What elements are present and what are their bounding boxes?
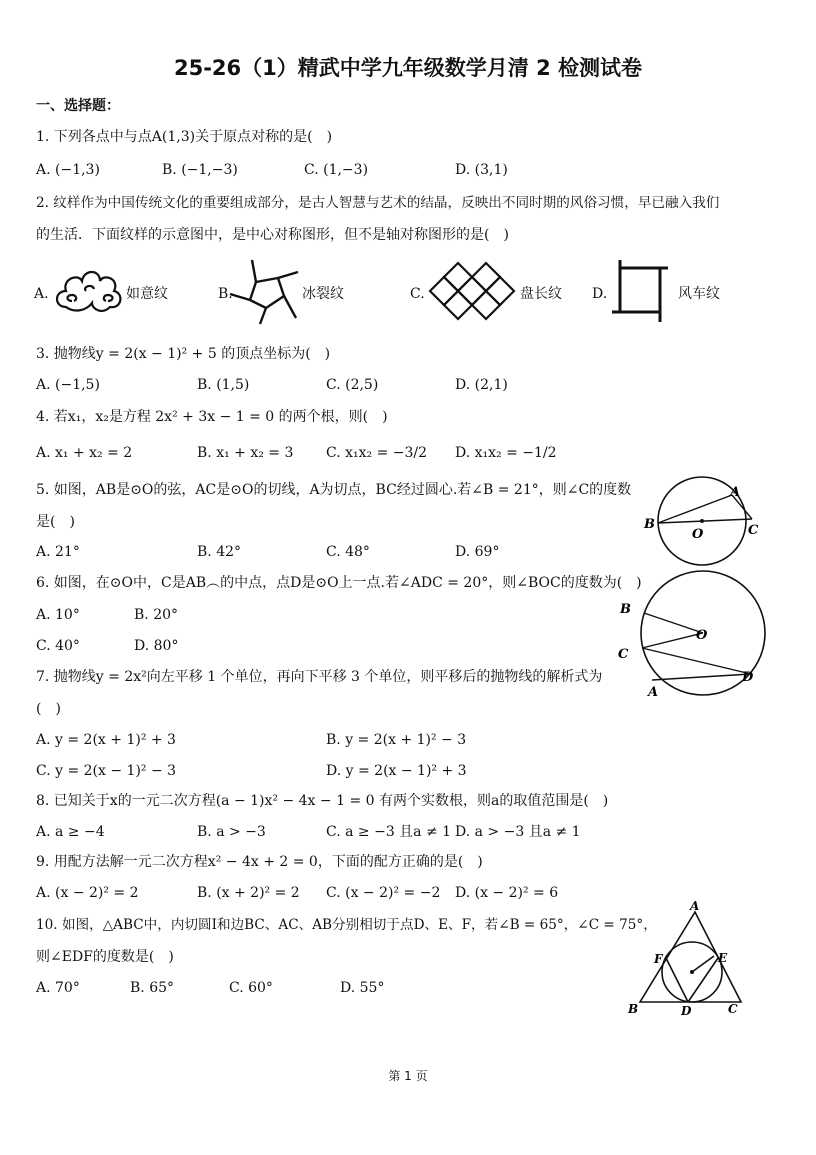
q4-option-b: B. x₁ + x₂ = 3 bbox=[197, 445, 294, 461]
panchang-pattern-figure bbox=[428, 263, 520, 319]
q10-label-c: C bbox=[728, 1002, 738, 1016]
q3-option-a: A. (−1,5) bbox=[36, 377, 100, 393]
q2-option-c-name: 盘长纹 bbox=[520, 286, 562, 302]
q8-option-b: B. a > −3 bbox=[197, 824, 266, 840]
q6-label-o: O bbox=[696, 628, 708, 643]
q7-stem-line2: ( ) bbox=[36, 701, 61, 717]
q2-option-b-name: 冰裂纹 bbox=[302, 286, 344, 302]
q6-option-d: D. 80° bbox=[134, 638, 179, 654]
q6-label-b: B bbox=[620, 602, 631, 617]
q10-option-b: B. 65° bbox=[130, 980, 175, 996]
q5-stem-line1: 5. 如图，AB是⊙O的弦，AC是⊙O的切线，A为切点，BC经过圆心.若∠B = 21°，则∠C的度数 bbox=[36, 482, 632, 498]
q10-label-a: A bbox=[690, 899, 700, 913]
q4-option-c: C. x₁x₂ = −3/2 bbox=[326, 445, 428, 461]
q8-option-d: D. a > −3 且a ≠ 1 bbox=[455, 824, 581, 840]
q5-option-c: C. 48° bbox=[326, 544, 370, 560]
q3-stem: 3. 抛物线y = 2(x − 1)² + 5 的顶点坐标为( ) bbox=[36, 346, 331, 362]
q1-option-d: D. (3,1) bbox=[455, 162, 508, 178]
q10-label-e: E bbox=[718, 951, 728, 965]
q2-option-a-name: 如意纹 bbox=[126, 286, 168, 302]
q3-option-b: B. (1,5) bbox=[197, 377, 250, 393]
q10-stem-line2: 则∠EDF的度数是( ) bbox=[36, 949, 174, 965]
q9-option-a: A. (x − 2)² = 2 bbox=[36, 885, 139, 901]
q7-option-b: B. y = 2(x + 1)² − 3 bbox=[326, 732, 467, 748]
q6-option-a: A. 10° bbox=[36, 607, 80, 623]
q2-option-a-letter: A. bbox=[34, 286, 49, 302]
q9-option-c: C. (x − 2)² = −2 bbox=[326, 885, 441, 901]
ice-crack-pattern-figure bbox=[226, 258, 302, 326]
q8-stem: 8. 已知关于x的一元二次方程(a − 1)x² − 4x − 1 = 0 有两个实数根，则a的取值范围是( ) bbox=[36, 793, 609, 809]
q10-option-a: A. 70° bbox=[36, 980, 80, 996]
q1-stem: 1. 下列各点中与点A(1,3)关于原点对称的是( ) bbox=[36, 129, 333, 145]
q5-option-b: B. 42° bbox=[197, 544, 242, 560]
q5-option-d: D. 69° bbox=[455, 544, 500, 560]
ruyi-pattern-figure bbox=[52, 265, 124, 321]
section-heading: 一、选择题： bbox=[36, 98, 120, 114]
q3-option-d: D. (2,1) bbox=[455, 377, 508, 393]
q10-stem-line1: 10. 如图，△ABC中，内切圆I和边BC、AC、AB分别相切于点D、E、F，若∠B = 65°，∠C = 75°， bbox=[36, 917, 657, 933]
q5-label-a: A bbox=[730, 485, 741, 500]
q7-option-a: A. y = 2(x + 1)² + 3 bbox=[36, 732, 176, 748]
q2-stem-line2: 的生活．下面纹样的示意图中，是中心对称图形，但不是轴对称图形的是( ) bbox=[36, 227, 509, 243]
q1-option-b: B. (−1,−3) bbox=[162, 162, 238, 178]
q10-triangle-figure bbox=[626, 900, 756, 1020]
q4-option-a: A. x₁ + x₂ = 2 bbox=[36, 445, 133, 461]
q5-circle-figure bbox=[640, 476, 770, 568]
q5-label-c: C bbox=[748, 523, 759, 538]
q1-option-c: C. (1,−3) bbox=[304, 162, 369, 178]
page-footer: 第 1 页 bbox=[388, 1069, 428, 1083]
q4-option-d: D. x₁x₂ = −1/2 bbox=[455, 445, 557, 461]
q2-option-c-letter: C. bbox=[410, 286, 425, 302]
q6-label-a: A bbox=[648, 685, 659, 700]
q10-label-f: F bbox=[654, 952, 663, 966]
q10-label-d: D bbox=[681, 1004, 692, 1018]
q2-option-d-name: 风车纹 bbox=[678, 286, 720, 302]
q2-option-b-letter: B. bbox=[218, 286, 233, 302]
q5-option-a: A. 21° bbox=[36, 544, 80, 560]
q1-option-a: A. (−1,3) bbox=[36, 162, 100, 178]
q5-label-o: O bbox=[692, 527, 704, 542]
q6-label-c: C bbox=[618, 647, 629, 662]
q8-option-a: A. a ≥ −4 bbox=[36, 824, 105, 840]
q2-option-d-letter: D. bbox=[592, 286, 608, 302]
q7-stem-line1: 7. 抛物线y = 2x²向左平移 1 个单位，再向下平移 3 个单位，则平移后的抛物线的解析式为 bbox=[36, 669, 603, 685]
q5-stem-line2: 是( ) bbox=[36, 514, 75, 530]
q9-stem: 9. 用配方法解一元二次方程x² − 4x + 2 = 0，下面的配方正确的是( ) bbox=[36, 854, 483, 870]
q9-option-d: D. (x − 2)² = 6 bbox=[455, 885, 559, 901]
exam-title: 25-26（1）精武中学九年级数学月清 2 检测试卷 bbox=[173, 56, 642, 80]
q3-option-c: C. (2,5) bbox=[326, 377, 379, 393]
q8-option-c: C. a ≥ −3 且a ≠ 1 bbox=[326, 824, 452, 840]
q6-circle-figure bbox=[612, 570, 788, 700]
q9-option-b: B. (x + 2)² = 2 bbox=[197, 885, 300, 901]
q6-label-d: D bbox=[742, 670, 754, 685]
q6-stem: 6. 如图，在⊙O中，C是AB︵的中点，点D是⊙O上一点.若∠ADC = 20°，则∠BOC的度数为( ) bbox=[36, 575, 642, 591]
q6-option-b: B. 20° bbox=[134, 607, 179, 623]
pinwheel-pattern-figure bbox=[608, 258, 672, 326]
q10-option-c: C. 60° bbox=[229, 980, 273, 996]
q10-label-b: B bbox=[628, 1002, 639, 1016]
q7-option-c: C. y = 2(x − 1)² − 3 bbox=[36, 763, 177, 779]
q4-stem: 4. 若x₁，x₂是方程 2x² + 3x − 1 = 0 的两个根，则( ) bbox=[36, 409, 388, 425]
q10-option-d: D. 55° bbox=[340, 980, 385, 996]
q2-stem-line1: 2. 纹样作为中国传统文化的重要组成部分，是古人智慧与艺术的结晶，反映出不同时期的风俗习惯，早已融入我们 bbox=[36, 195, 720, 211]
q7-option-d: D. y = 2(x − 1)² + 3 bbox=[326, 763, 467, 779]
q5-label-b: B bbox=[644, 517, 655, 532]
q6-option-c: C. 40° bbox=[36, 638, 80, 654]
